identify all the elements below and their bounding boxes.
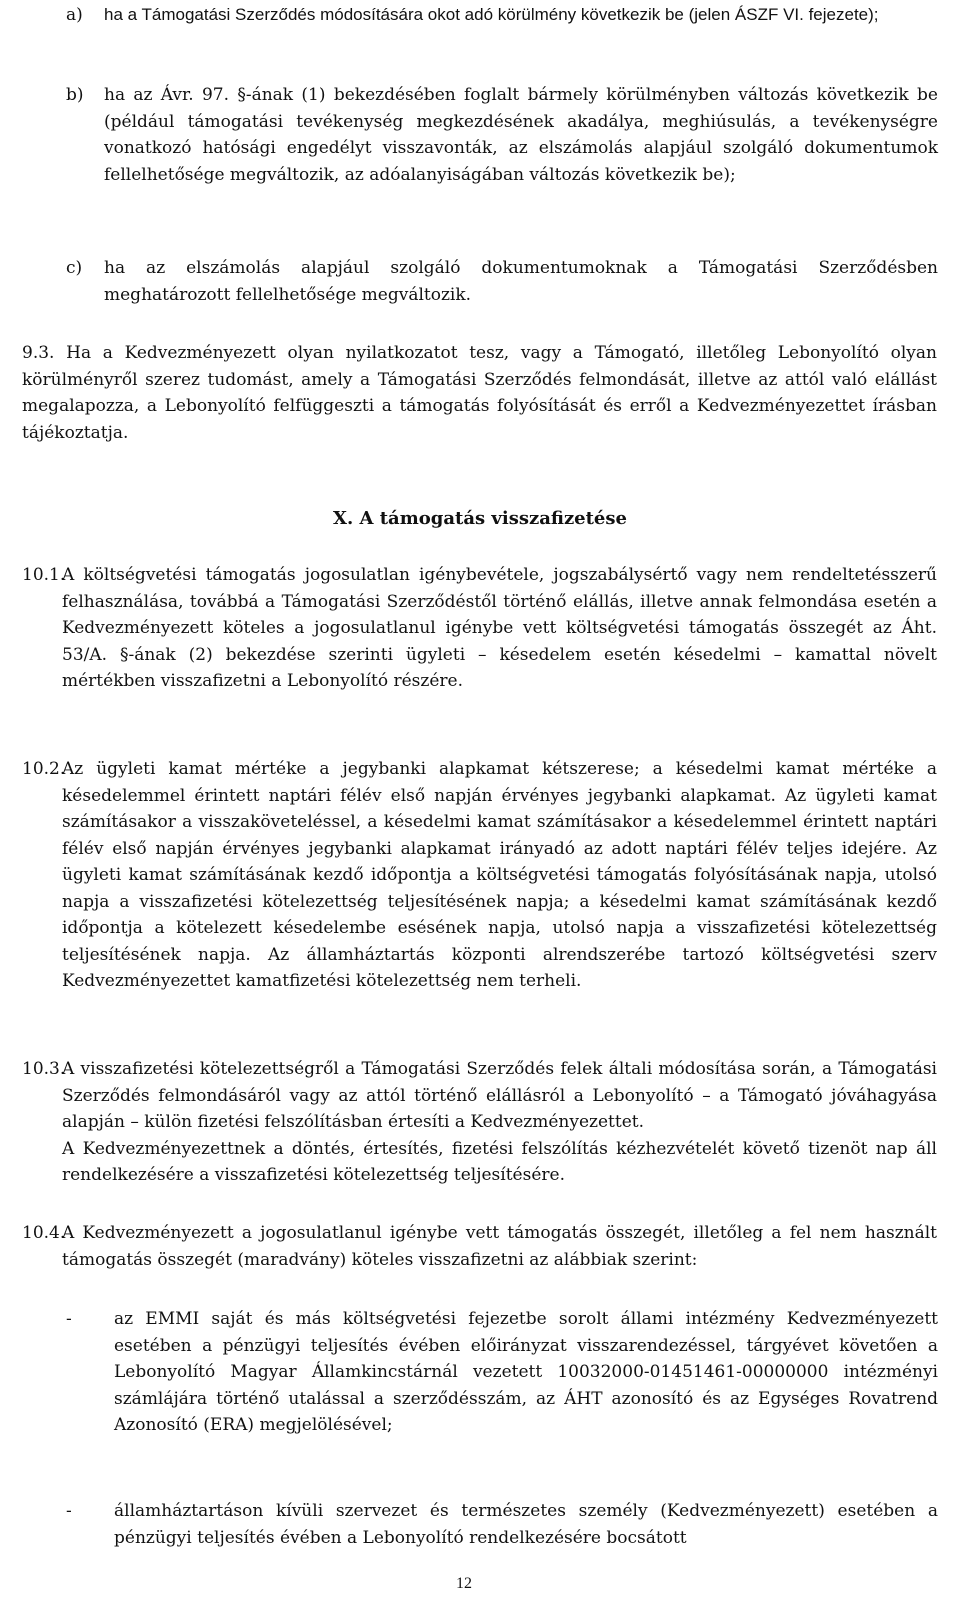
section-number: 9.3. <box>22 343 55 363</box>
section-text <box>22 340 937 446</box>
bullet-marker: - <box>66 1309 72 1329</box>
bullet-item <box>66 1498 938 1551</box>
section-number: 10.1. <box>22 565 66 585</box>
list-label: c) <box>66 258 83 278</box>
section-10-1 <box>22 562 937 695</box>
list-item-a <box>66 2 938 29</box>
section-number: 10.4. <box>22 1223 66 1243</box>
list-label: b) <box>66 85 84 105</box>
page-number: 12 <box>456 1575 472 1592</box>
list-item-c <box>66 255 938 308</box>
list-item-text: ha a Támogatási Szerződés módosítására okot adó körülmény következik be (jelen ÁSZF VI. fejezete); <box>104 5 879 24</box>
list-item-b <box>66 82 938 188</box>
list-item-text: ha az elszámolás alapjául szolgáló dokumentumoknak a Támogatási Szerződésben meghatározott fellelhetősége megváltozik. <box>104 258 938 305</box>
section-10-2 <box>22 756 937 995</box>
section-paragraph: A Kedvezményezettnek a döntés, értesítés, fizetési felszólítás kézhezvételét követő tizenöt nap áll rendelkezésére a visszafizetési kötelezettség teljesítésére. <box>62 1138 937 1185</box>
section-10-3 <box>22 1056 937 1189</box>
section-number: 10.3. <box>22 1059 66 1079</box>
section-heading: X. A támogatás visszafizetése <box>333 508 627 529</box>
section-body: A költségvetési támogatás jogosulatlan igénybevétele, jogszabálysértő vagy nem rendeltetésszerű felhasználása, továbbá a Támogatási Szerződéstől történő elállás, illetve annak felmondása esetén a Kedvezményezett köteles a jogosulatlanul igénybe vett költségvetési támogatás összegét az Áht. 53/A. §-ának (2) bekezdése szerinti ügyleti – késedelem esetén késedelmi – kamattal növelt mértékben visszafizetni a Lebonyolító részére. <box>62 565 937 691</box>
bullet-marker: - <box>66 1501 72 1521</box>
section-body: Az ügyleti kamat mértéke a jegybanki alapkamat kétszerese; a késedelmi kamat mértéke a késedelemmel érintett naptári félév első napján érvényes jegybanki alapkamat. Az ügyleti kamat számításakor a visszaköveteléssel, a késedelmi kamat számításakor a késedelemmel érintett naptári félév első napján érvényes jegybanki alapkamat irányadó az adott naptári félév teljes idejére. Az ügyleti kamat számításának kezdő időpontja a költségvetési támogatás folyósításának napja, utolsó napja a visszafizetési kötelezettség teljesítésének napja; a késedelmi kamat számításának kezdő időpontja a kötelezett késedelembe esésének napja, utolsó napja a visszafizetési kötelezettség teljesítésének napja. Az államháztartás központi alrendszerébe tartozó költségvetési szerv Kedvezményezettet kamatfizetési kötelezettség nem terheli. <box>62 759 937 991</box>
bullet-text: az EMMI saját és más költségvetési fejezetbe sorolt állami intézmény Kedvezményezett esetében a pénzügyi teljesítés évében előirányzat visszarendezéssel, tárgyévet követően a Lebonyolító Magyar Államkincstárnál vezetett 10032000-01451461-00000000 intézményi számlájára történő utalással a szerződésszám, az ÁHT azonosító és az Egységes Rovatrend Azonosító (ERA) megjelölésével; <box>114 1309 938 1435</box>
section-body <box>62 1056 937 1189</box>
section-paragraph: A visszafizetési kötelezettségről a Támogatási Szerződés felek általi módosítása során, a Támogatási Szerződés felmondásáról vagy az attól történő elállásról a Lebonyolító – a Támogató jóváhagyása alapján – külön fizetési felszólításban értesíti a Kedvezményezettet. <box>62 1059 937 1132</box>
section-body: Ha a Kedvezményezett olyan nyilatkozatot tesz, vagy a Támogató, illetőleg Lebonyolító olyan körülményről szerez tudomást, amely a Támogatási Szerződés felmondását, illetve az attól való elállást megalapozza, a Lebonyolító felfüggeszti a támogatás folyósítását és erről a Kedvezményezettet írásban tájékoztatja. <box>22 343 937 443</box>
list-item-text: ha az Ávr. 97. §-ának (1) bekezdésében foglalt bármely körülményben változás következik be (például támogatási tevékenység megkezdésének akadálya, meghiúsulás, a tevékenységre vonatkozó hatósági engedélyt visszavonták, az elszámolás alapjául szolgáló dokumentumok fellelhetősége megváltozik, az adóalanyiságában változás következik be); <box>104 85 938 185</box>
section-10-4 <box>22 1220 937 1273</box>
section-body: A Kedvezményezett a jogosulatlanul igénybe vett támogatás összegét, illetőleg a fel nem használt támogatás összegét (maradvány) köteles visszafizetni az alábbiak szerint: <box>62 1223 937 1270</box>
section-number: 10.2. <box>22 759 66 779</box>
bullet-item <box>66 1306 938 1439</box>
section-9-3 <box>22 340 937 446</box>
bullet-text: államháztartáson kívüli szervezet és természetes személy (Kedvezményezett) esetében a pénzügyi teljesítés évében a Lebonyolító rendelkezésére bocsátott <box>114 1501 938 1548</box>
list-label: a) <box>66 5 83 25</box>
